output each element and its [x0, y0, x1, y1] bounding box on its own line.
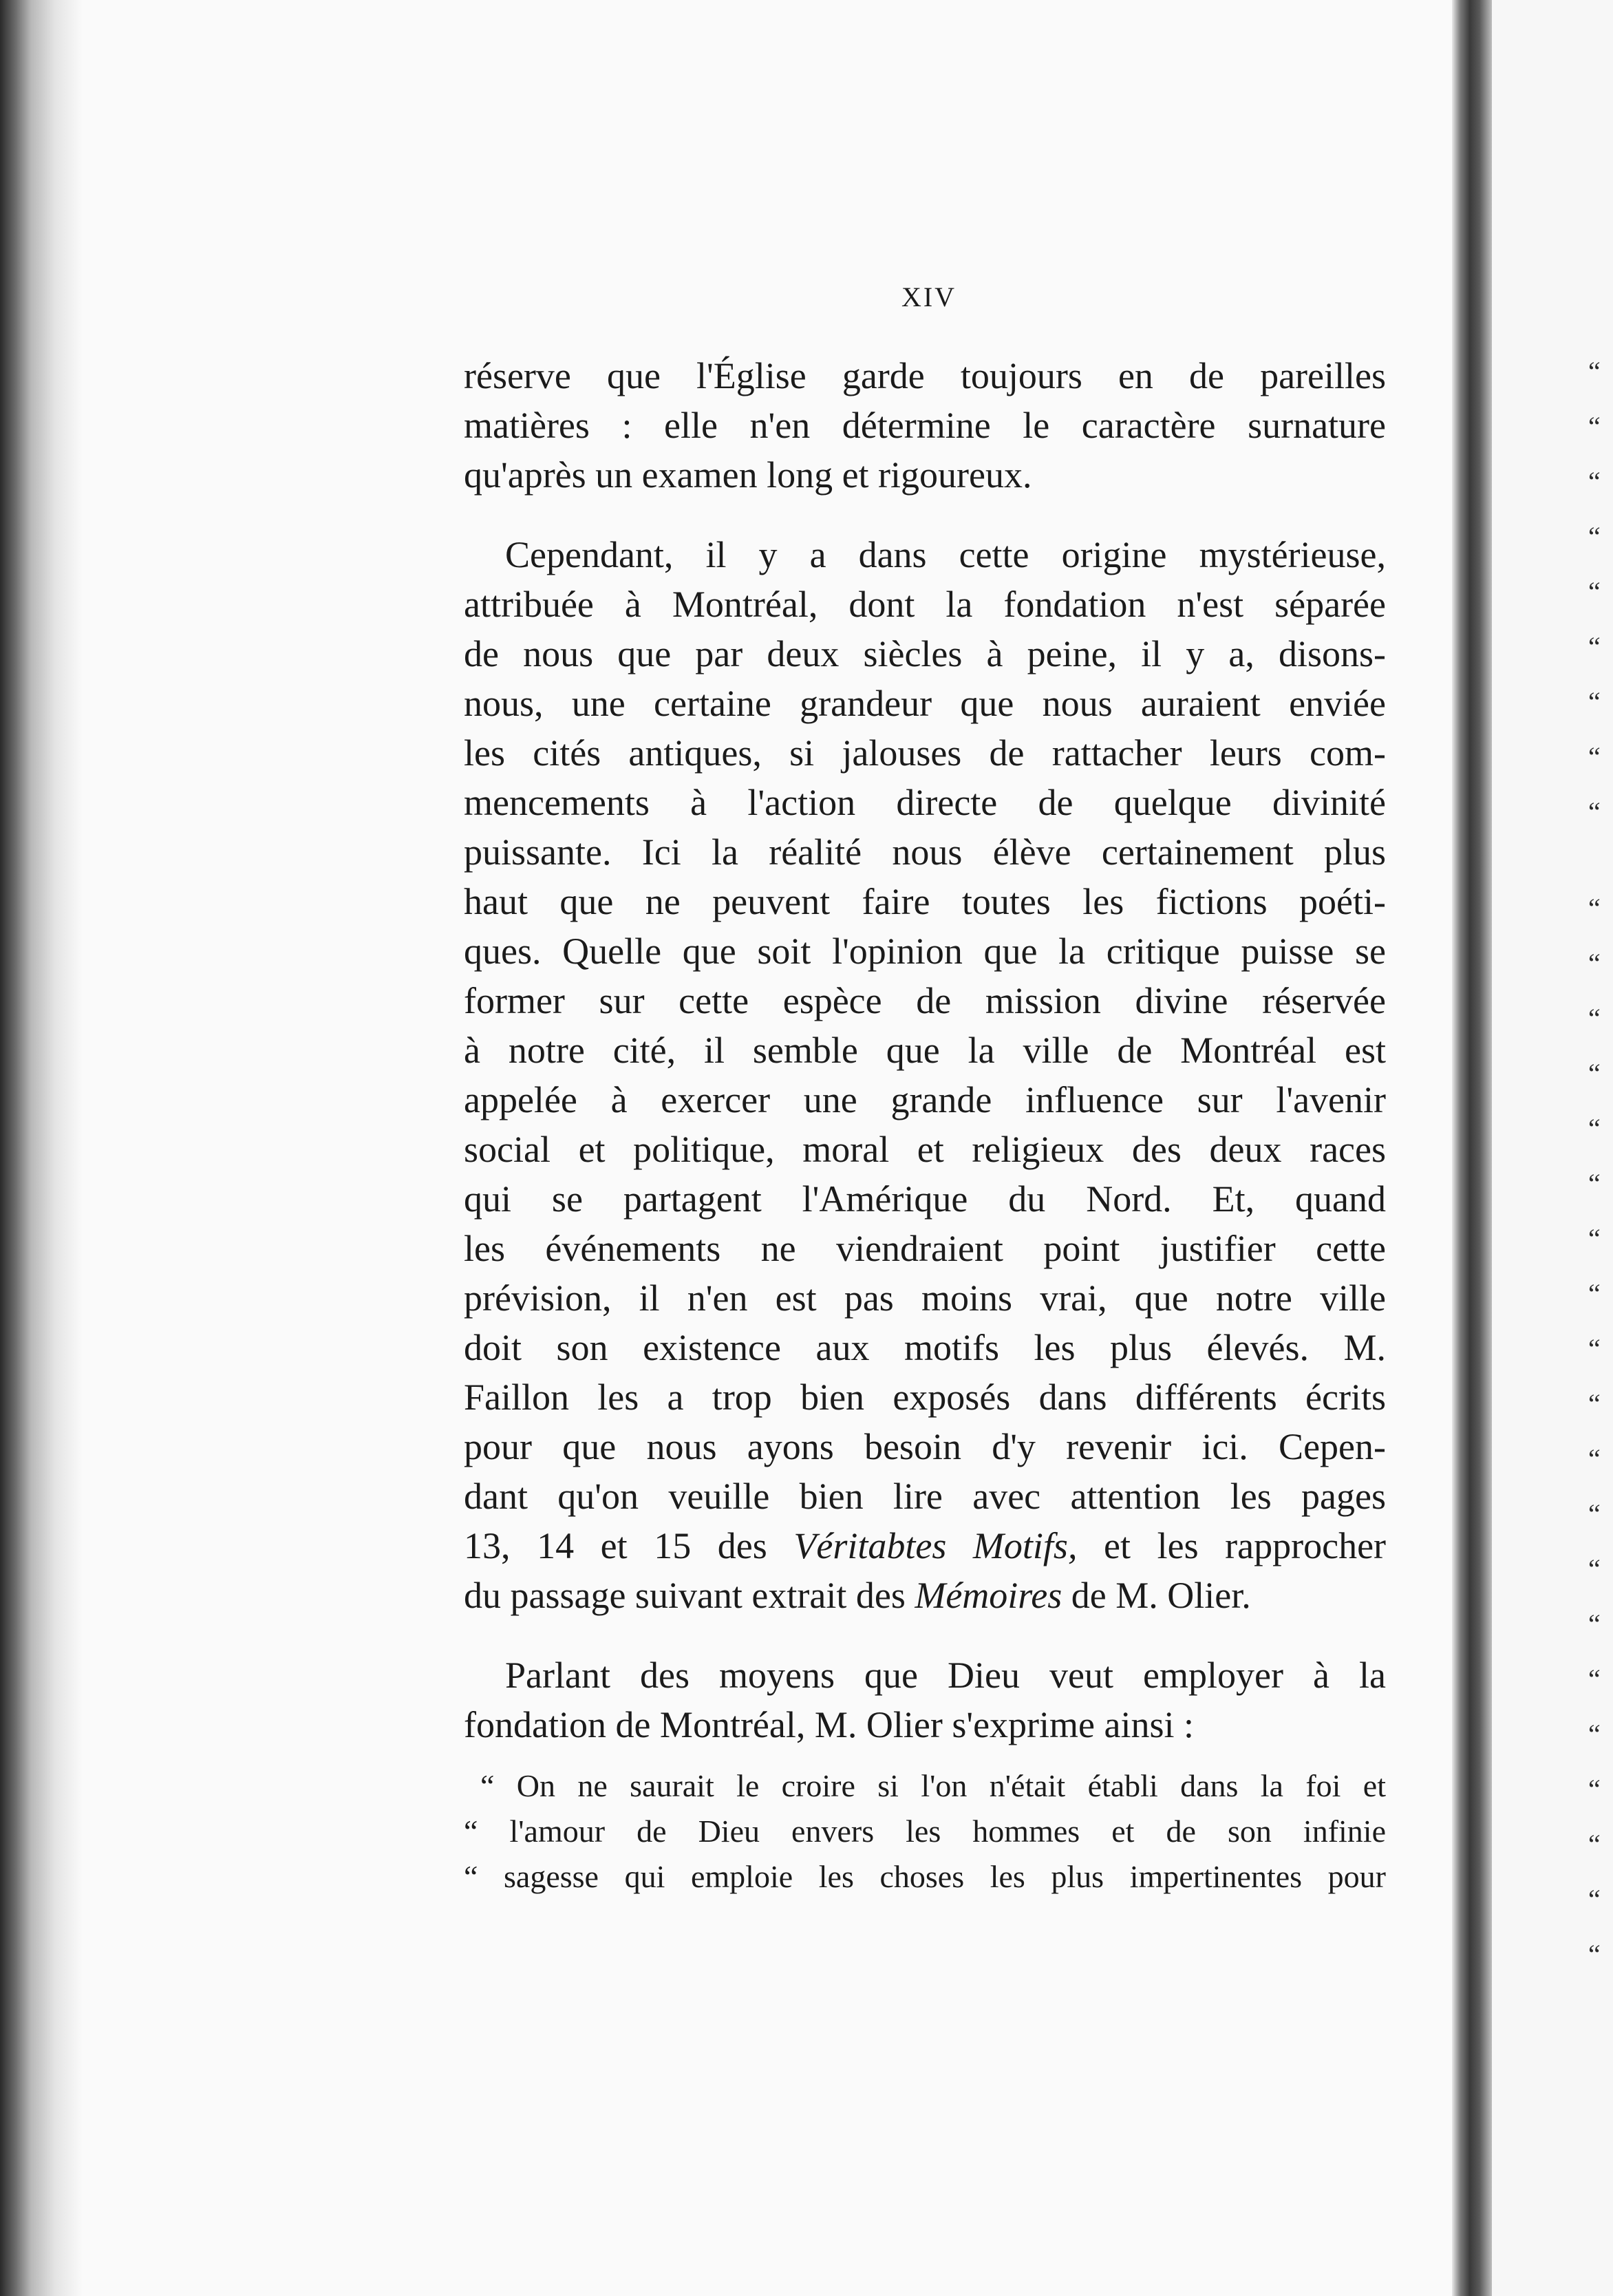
- text-line-with-italic: [464, 1521, 1386, 1571]
- page-number: XIV: [901, 281, 957, 312]
- facing-page-quote-mark: “: [1588, 1113, 1601, 1144]
- facing-page-quote-mark: “: [1588, 796, 1601, 827]
- text-line: haut que ne peuvent faire toutes les fictions poéti-: [464, 881, 1386, 922]
- text-line: Faillon les a trop bien exposés dans différents écrits: [464, 1376, 1386, 1418]
- text-line: puissante. Ici la réalité nous élève certainement plus: [464, 831, 1386, 873]
- facing-page-quote-mark: “: [1588, 576, 1601, 607]
- facing-page-quote-mark: “: [1588, 948, 1601, 979]
- text-line: mencements à l'action directe de quelque divinité: [464, 782, 1386, 823]
- text-run: du passage suivant extrait des: [464, 1575, 915, 1616]
- facing-page-quote-mark: “: [1588, 1498, 1601, 1529]
- text-line: de nous que par deux siècles à peine, il y a, disons-: [464, 633, 1386, 674]
- facing-page-quote-mark: “: [1588, 1333, 1601, 1364]
- text-line: former sur cette espèce de mission divine réservée: [464, 980, 1386, 1021]
- facing-page-quote-mark: “: [1588, 1774, 1601, 1805]
- text-line: prévision, il n'en est pas moins vrai, que notre ville: [464, 1277, 1386, 1319]
- facing-page-quote-mark: “: [1588, 741, 1601, 772]
- facing-page-quote-mark: “: [1588, 1663, 1601, 1694]
- text-run: et les rapprocher: [1077, 1525, 1386, 1566]
- facing-page-quote-mark: “: [1588, 1223, 1601, 1254]
- text-line: qu'après un examen long et rigoureux.: [464, 454, 1032, 496]
- facing-page-quote-mark: “: [1588, 1608, 1601, 1639]
- facing-page-quote-mark: “: [1588, 356, 1601, 387]
- facing-page-quote-mark: “: [1588, 1168, 1601, 1199]
- facing-page-quote-mark: “: [1588, 1388, 1601, 1419]
- facing-page-quote-mark: “: [1588, 466, 1601, 497]
- text-line: qui se partagent l'Amérique du Nord. Et, quand: [464, 1178, 1386, 1220]
- italic-title: Mémoires: [915, 1575, 1062, 1616]
- text-line: doit son existence aux motifs les plus élevés. M.: [464, 1327, 1386, 1368]
- facing-page-quote-mark: “: [1588, 1939, 1601, 1970]
- facing-page-quote-mark: “: [1588, 686, 1601, 717]
- text-line: dant qu'on veuille bien lire avec attention les pages: [464, 1476, 1386, 1517]
- text-line: pour que nous ayons besoin d'y revenir ici. Cepen-: [464, 1426, 1386, 1467]
- text-line: matières : elle n'en détermine le caractère surnature: [464, 405, 1386, 446]
- text-line: attribuée à Montréal, dont la fondation n'est séparée: [464, 584, 1386, 625]
- facing-page-quote-mark: “: [1588, 1719, 1601, 1750]
- book-gutter-shadow: [0, 0, 83, 2296]
- page-edge-shadow: [1452, 0, 1492, 2296]
- facing-page-quote-mark: “: [1588, 1553, 1601, 1584]
- quotation-line: “ On ne saurait le croire si l'on n'était établi dans la foi et: [480, 1768, 1386, 1803]
- text-run: 13, 14 et 15 des: [464, 1525, 794, 1566]
- text-line: à notre cité, il semble que la ville de Montréal est: [464, 1030, 1386, 1071]
- text-line: social et politique, moral et religieux des deux races: [464, 1129, 1386, 1170]
- text-line: Cependant, il y a dans cette origine mystérieuse,: [505, 534, 1386, 575]
- text-line: Parlant des moyens que Dieu veut employer à la: [505, 1655, 1386, 1696]
- facing-page-quote-mark: “: [1588, 631, 1601, 662]
- text-line: appelée à exercer une grande influence sur l'avenir: [464, 1079, 1386, 1120]
- text-line-with-italic: [464, 1571, 1386, 1620]
- facing-page-quote-mark: “: [1588, 893, 1601, 924]
- text-line: ques. Quelle que soit l'opinion que la critique puisse se: [464, 931, 1386, 972]
- facing-page-quote-mark: “: [1588, 521, 1601, 552]
- body-text: [464, 351, 1386, 1894]
- text-line: les événements ne viendraient point justifier cette: [464, 1228, 1386, 1269]
- text-line: réserve que l'Église garde toujours en de pareilles: [464, 355, 1386, 396]
- facing-page-quote-mark: “: [1588, 1829, 1601, 1860]
- facing-page-quote-mark: “: [1588, 1443, 1601, 1474]
- quotation-line: “ l'amour de Dieu envers les hommes et de son infinie: [464, 1814, 1386, 1849]
- facing-page-quote-mark: “: [1588, 1058, 1601, 1089]
- facing-page-strip: [1492, 0, 1613, 2296]
- facing-page-quote-mark: “: [1588, 1884, 1601, 1915]
- text-line: les cités antiques, si jalouses de rattacher leurs com-: [464, 732, 1386, 774]
- text-line: fondation de Montréal, M. Olier s'exprime ainsi :: [464, 1704, 1194, 1745]
- facing-page-quote-mark: “: [1588, 411, 1601, 442]
- facing-page-quote-mark: “: [1588, 1278, 1601, 1309]
- quotation-line: “ sagesse qui emploie les choses les plus impertinentes pour: [464, 1859, 1386, 1894]
- text-line: nous, une certaine grandeur que nous auraient enviée: [464, 683, 1386, 724]
- facing-page-quote-mark: “: [1588, 1003, 1601, 1034]
- italic-title: Véritabtes Motifs,: [793, 1525, 1078, 1566]
- text-run: de M. Olier.: [1062, 1575, 1251, 1616]
